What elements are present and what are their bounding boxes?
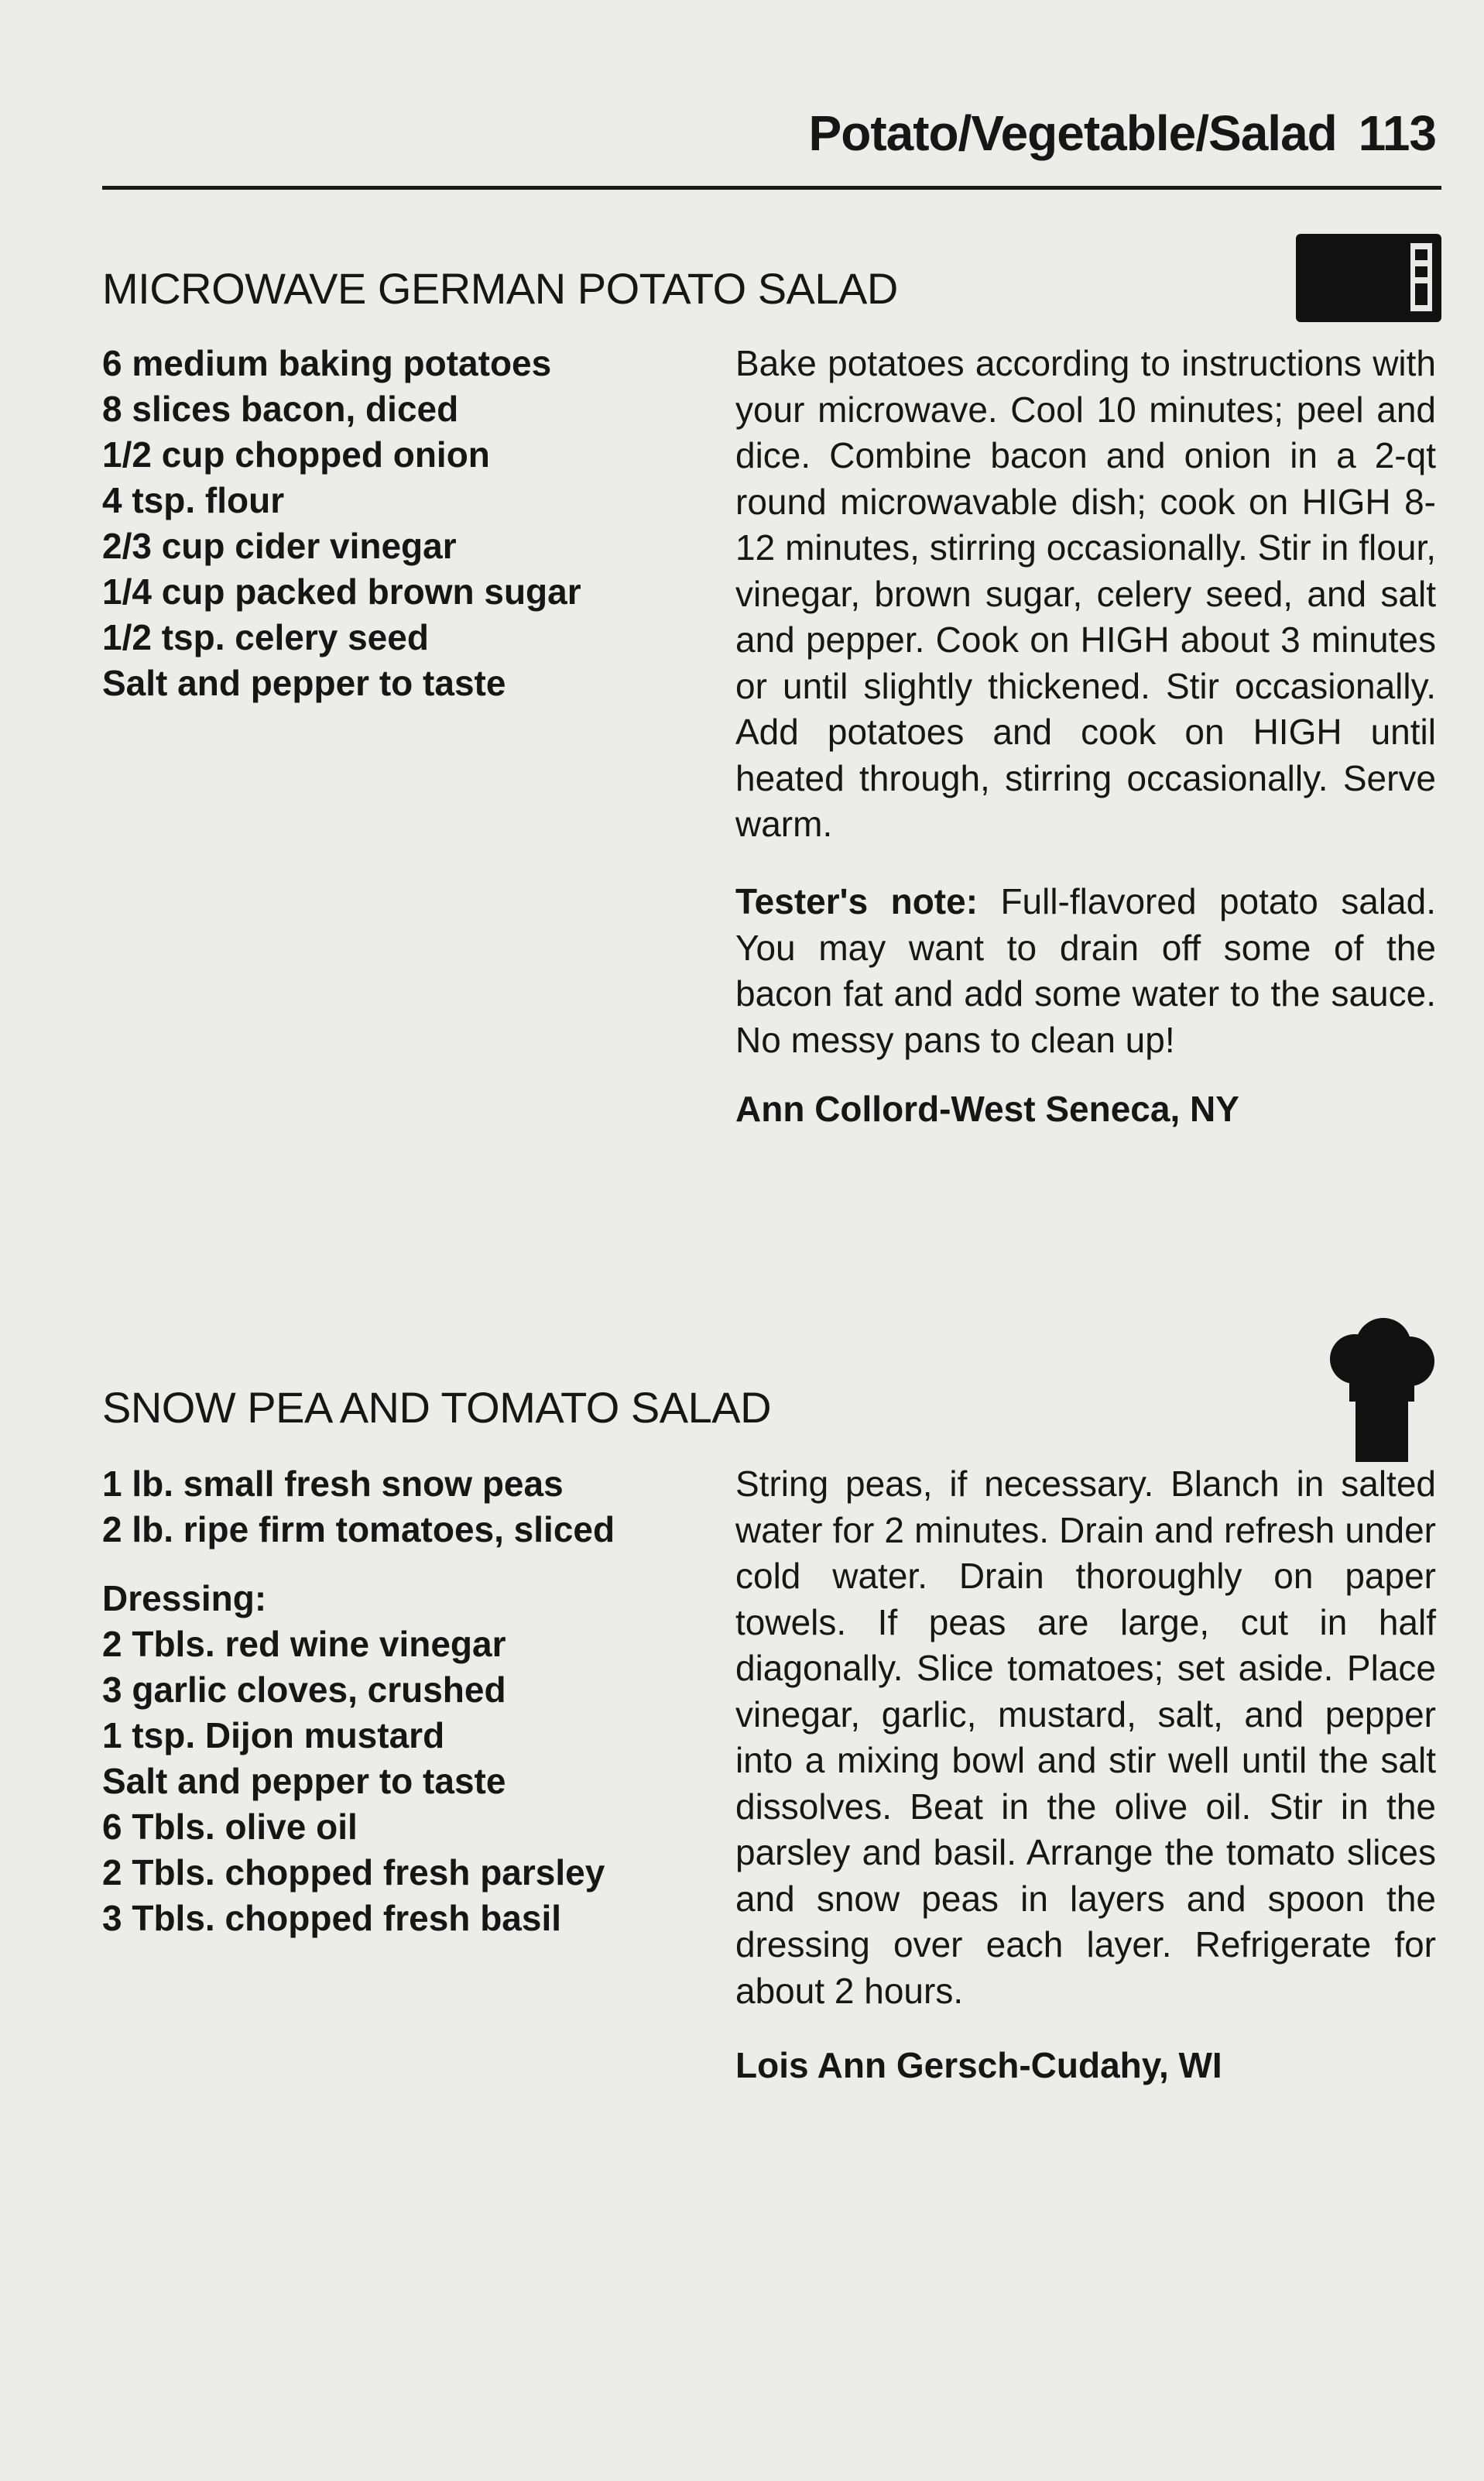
tester-note-label: Tester's note: xyxy=(735,881,978,921)
ingredient: 4 tsp. flour xyxy=(102,480,285,520)
page-header xyxy=(809,105,1436,162)
recipe-instructions: String peas, if necessary. Blanch in salted water for 2 minutes. Drain and refresh under cold water. Drain thoroughly on paper towels. If peas are large, cut in half diagonally. Slice tomatoes; set aside. Place vinegar, garlic, mustard, salt, and pepper into a mixing bowl and stir well until the salt dissolves. Beat in the olive oil. Stir in the parsley and basil. Arrange the tomato slices and snow peas in layers and spoon the dressing over each layer. Refrigerate for about 2 hours. xyxy=(735,1464,1436,2011)
ingredient: 1/4 cup packed brown sugar xyxy=(102,571,581,612)
header-rule xyxy=(102,186,1441,190)
ingredient: 2 Tbls. red wine vinegar xyxy=(102,1624,506,1664)
microwave-icon xyxy=(1294,232,1443,324)
recipe-author: Ann Collord-West Seneca, NY xyxy=(735,1089,1239,1129)
section-title: Potato/Vegetable/Salad xyxy=(808,105,1337,161)
ingredient: 1/2 cup chopped onion xyxy=(102,434,490,475)
ingredient: 8 slices bacon, diced xyxy=(102,389,459,429)
ingredient: 3 Tbls. chopped fresh basil xyxy=(102,1898,562,1938)
recipe-title: MICROWAVE GERMAN POTATO SALAD xyxy=(102,264,898,313)
ingredient: 2 Tbls. chopped fresh parsley xyxy=(102,1852,605,1892)
ingredient: 2/3 cup cider vinegar xyxy=(102,526,457,566)
recipe-author: Lois Ann Gersch-Cudahy, WI xyxy=(735,2045,1222,2085)
ingredient: 2 lb. ripe firm tomatoes, sliced xyxy=(102,1509,615,1549)
ingredient: 1 tsp. Dijon mustard xyxy=(102,1715,445,1755)
dressing-label: Dressing: xyxy=(102,1578,267,1618)
ingredient: Salt and pepper to taste xyxy=(102,1761,506,1801)
tester-note-text: Full-flavored potato salad. You may want to drain off some of the bacon fat and add some water to the sauce. No messy pans to clean up! xyxy=(735,881,1437,1060)
ingredient: 6 Tbls. olive oil xyxy=(102,1807,358,1847)
ingredient-list xyxy=(102,341,737,706)
ingredient: 3 garlic cloves, crushed xyxy=(102,1669,506,1710)
chef-hat-icon xyxy=(1328,1316,1436,1464)
ingredient: Salt and pepper to taste xyxy=(102,663,506,703)
recipe-instructions: Bake potatoes according to instructions with your microwave. Cool 10 minutes; peel and dice. Combine bacon and onion in a 2-qt round microwavable dish; cook on HIGH 8-12 minutes, stirring occasionally. Stir in flour, vinegar, brown sugar, celery seed, and salt and pepper. Cook on HIGH about 3 minutes or until slightly thickened. Stir occasionally. Add potatoes and cook on HIGH until heated through, stirring occasionally. Serve warm. xyxy=(735,343,1436,844)
page-number: 113 xyxy=(1358,105,1436,161)
tester-note xyxy=(735,879,1436,1063)
recipe-title: SNOW PEA AND TOMATO SALAD xyxy=(102,1383,772,1432)
ingredient: 1 lb. small fresh snow peas xyxy=(102,1464,564,1504)
ingredient: 6 medium baking potatoes xyxy=(102,343,552,383)
ingredient-list xyxy=(102,1461,737,1941)
ingredient: 1/2 tsp. celery seed xyxy=(102,617,429,657)
